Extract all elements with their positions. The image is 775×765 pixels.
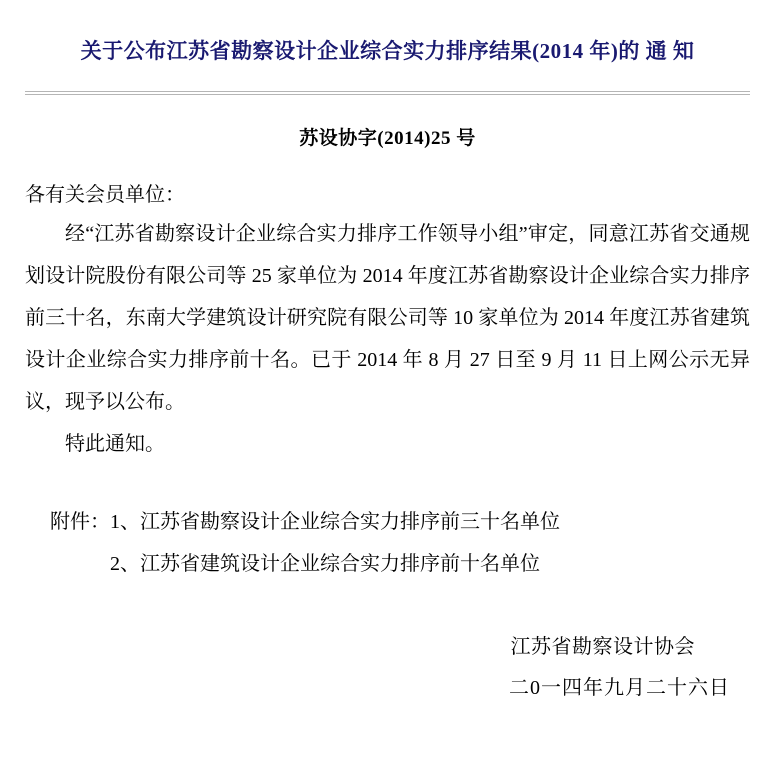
attachments-label: 附件： bbox=[50, 511, 110, 533]
salutation: 各有关会员单位： bbox=[25, 184, 185, 206]
attachment-item-2: 2、江苏省建筑设计企业综合实力排序前十名单位 bbox=[110, 553, 540, 575]
attachment-item-1 bbox=[50, 501, 750, 543]
notice-document bbox=[0, 38, 775, 765]
sign-date: 二0一四年九月二十六日 bbox=[509, 677, 730, 699]
document-number: 苏设协字(2014)25 号 bbox=[299, 128, 476, 149]
title-divider bbox=[25, 91, 750, 95]
attachments-section bbox=[25, 501, 750, 585]
signer-organization: 江苏省勘察设计协会 bbox=[510, 636, 695, 658]
closing-line: 特此通知。 bbox=[65, 433, 165, 455]
attachment-1-text: 1、江苏省勘察设计企业综合实力排序前三十名单位 bbox=[110, 511, 560, 533]
body-paragraph: 经“江苏省勘察设计企业综合实力排序工作领导小组”审定，同意江苏省交通规划设计院股份有限公司等 25 家单位为 2014 年度江苏省勘察设计企业综合实力排序前三十名，东南大学建筑设计研究院有限公司等 10 家单位为 2014 年度江苏省建筑设计企业综合实力排序前十名。已于 2014 年 8 月 27 日至 9 月 11 日上网公示无异议，现予以公布。 bbox=[25, 223, 750, 413]
page-title: 关于公布江苏省勘察设计企业综合实力排序结果(2014 年)的 通 知 bbox=[80, 39, 695, 63]
